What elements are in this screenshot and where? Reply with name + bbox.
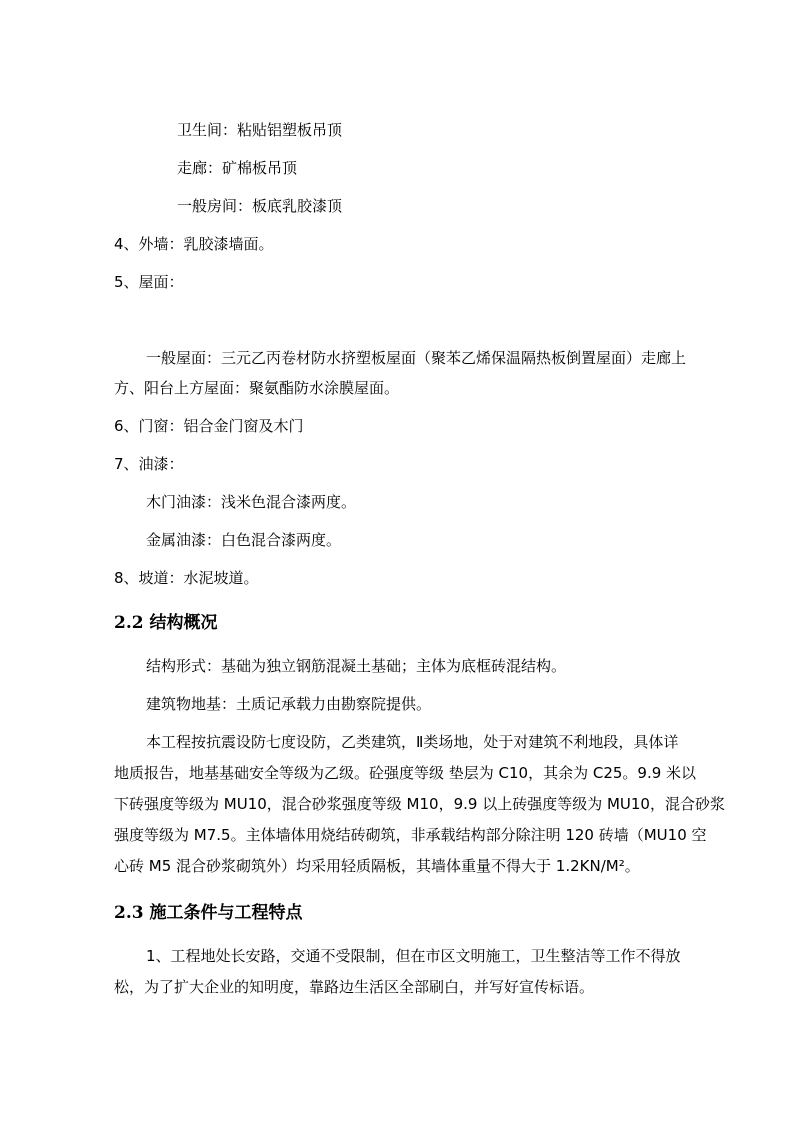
ceiling-corridor-line: 走廊：矿棉板吊顶 [177, 159, 298, 177]
list-item-4: 4、外墙：乳胶漆墙面。 [114, 235, 274, 253]
seismic-paragraph-line-1: 本工程按抗震设防七度设防，乙类建筑，Ⅱ类场地，处于对建筑不利地段，具体详 [146, 733, 679, 751]
seismic-paragraph-line-4: 强度等级为 M7.5。主体墙体用烧结砖砌筑，非承载结构部分除注明 120 砖墙（MU10 空 [114, 826, 707, 844]
ceiling-bathroom-line: 卫生间：粘贴铝塑板吊顶 [177, 121, 343, 139]
paint-metal-line: 金属油漆：白色混合漆两度。 [146, 531, 342, 549]
list-item-6: 6、门窗：铝合金门窗及木门 [114, 417, 304, 435]
conditions-paragraph-line-1: 1、工程地处长安路，交通不受限制，但在市区文明施工，卫生整洁等工作不得放 [146, 947, 681, 965]
list-item-7: 7、油漆： [114, 455, 184, 473]
roof-paragraph-line-2: 方、阳台上方屋面：聚氨酯防水涂膜屋面。 [114, 379, 400, 397]
section-heading-2-3: 2.3 施工条件与工程特点 [114, 903, 303, 923]
seismic-paragraph-line-3: 下砖强度等级为 MU10，混合砂浆强度等级 M10，9.9 以上砖强度等级为 MU10，混合砂浆 [114, 795, 725, 813]
foundation-line: 建筑物地基：土质记承载力由勘察院提供。 [146, 695, 432, 713]
list-item-8: 8、坡道：水泥坡道。 [114, 569, 259, 587]
list-item-5: 5、屋面： [114, 273, 184, 291]
structure-form-line: 结构形式：基础为独立钢筋混凝土基础；主体为底框砖混结构。 [146, 657, 567, 675]
section-heading-2-2: 2.2 结构概况 [114, 613, 218, 633]
ceiling-room-line: 一般房间：板底乳胶漆顶 [177, 197, 343, 215]
conditions-paragraph-line-2: 松，为了扩大企业的知明度，靠路边生活区全部刷白，并写好宣传标语。 [114, 978, 595, 996]
roof-paragraph-line-1: 一般屋面：三元乙丙卷材防水挤塑板屋面（聚苯乙烯保温隔热板倒置屋面）走廊上 [146, 349, 687, 367]
seismic-paragraph-line-2: 地质报告，地基基础安全等级为乙级。砼强度等级 垫层为 C10，其余为 C25。9.9 米以 [114, 764, 697, 782]
paint-wood-line: 木门油漆：浅米色混合漆两度。 [146, 493, 357, 511]
seismic-paragraph-line-5: 心砖 M5 混合砂浆砌筑外）均采用轻质隔板，其墙体重量不得大于 1.2KN/M²。 [114, 857, 640, 875]
